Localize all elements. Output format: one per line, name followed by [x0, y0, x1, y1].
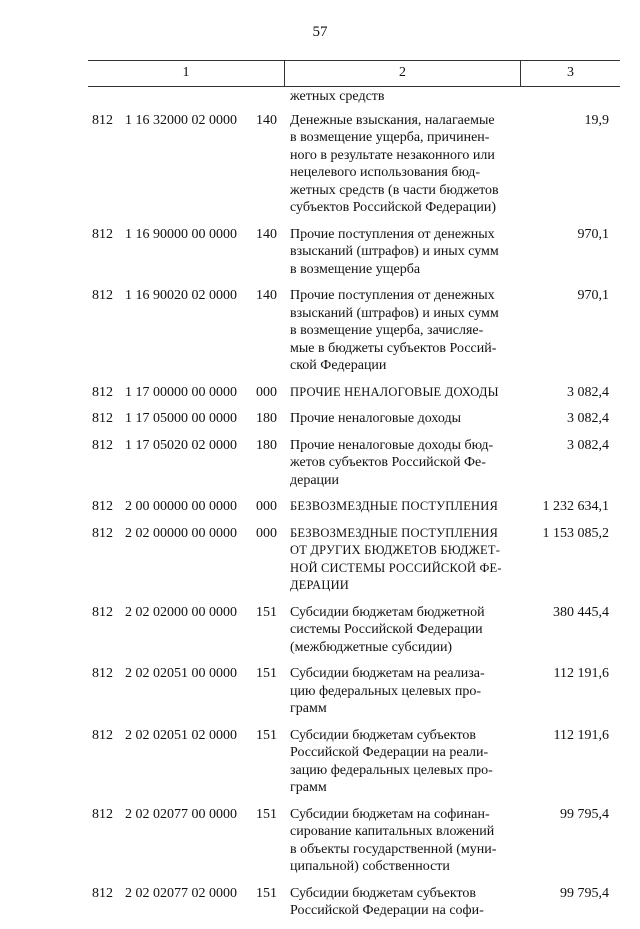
admin-code: 812 — [92, 437, 113, 453]
budget-code: 1 17 05000 00 0000 — [125, 411, 237, 426]
page-number: 57 — [312, 24, 328, 40]
kind-code: 000 — [256, 499, 277, 514]
row-description: Прочие поступления от денежных взысканий (штрафов) и иных сумм в возмещение ущерба — [290, 226, 499, 277]
row-description: Субсидии бюджетам субъектов Российской Федерации на реали- зацию федеральных целевых про- грамм — [290, 727, 493, 795]
admin-code: 812 — [92, 226, 113, 242]
table-row — [0, 410, 640, 428]
table-row — [0, 665, 640, 718]
row-amount: 112 191,6 — [553, 727, 609, 743]
kind-code: 151 — [256, 604, 277, 620]
header-col-description: 2 — [285, 61, 521, 86]
row-description: жетных средств — [290, 89, 385, 104]
row-description: Денежные взыскания, налагаемые в возмещение ущерба, причинен- ного в результате незаконного или нецелевого использования бюд- жетных средств (в части бюджетов субъектов Российской Федерации) — [290, 112, 499, 215]
budget-code: 2 02 00000 00 0000 — [125, 525, 237, 541]
row-amount: 1 153 085,2 — [542, 525, 609, 541]
admin-code: 812 — [92, 727, 113, 743]
header-col-amount: 3 — [567, 65, 574, 80]
row-amount: 99 795,4 — [560, 885, 609, 901]
admin-code: 812 — [92, 499, 113, 514]
table-row — [0, 604, 640, 657]
admin-code: 812 — [92, 885, 113, 901]
kind-code: 180 — [256, 437, 277, 453]
row-amount: 3 082,4 — [567, 384, 609, 400]
row-description: Прочие неналоговые доходы — [290, 411, 462, 426]
table-row — [0, 498, 640, 516]
table-row — [0, 727, 640, 797]
kind-code: 000 — [256, 525, 277, 541]
row-description: БЕЗВОЗМЕЗДНЫЕ ПОСТУПЛЕНИЯ — [290, 499, 499, 513]
row-description: Субсидии бюджетам на софинан- сирование капитальных вложений в объекты государственной (муни- ципальной) собственности — [290, 806, 497, 874]
admin-code: 812 — [92, 112, 113, 128]
admin-code: 812 — [92, 525, 113, 541]
row-amount: 112 191,6 — [553, 666, 609, 681]
table-row — [0, 806, 640, 876]
row-amount: 99 795,4 — [560, 806, 609, 822]
kind-code: 140 — [256, 288, 277, 303]
budget-code: 2 02 02051 00 0000 — [125, 666, 237, 681]
admin-code: 812 — [92, 411, 113, 426]
row-description: БЕЗВОЗМЕЗДНЫЕ ПОСТУПЛЕНИЯ ОТ ДРУГИХ БЮДЖЕТОВ БЮДЖЕТ- НОЙ СИСТЕМЫ РОССИЙСКОЙ ФЕ- ДЕРАЦИИ — [290, 525, 502, 592]
table-row — [0, 384, 640, 402]
row-description: Прочие неналоговые доходы бюд- жетов субъектов Российской Фе- дерации — [290, 437, 494, 488]
row-amount: 1 232 634,1 — [542, 499, 609, 514]
budget-code: 1 17 05020 02 0000 — [125, 437, 237, 453]
budget-code: 2 02 02000 00 0000 — [125, 604, 237, 620]
budget-code: 2 02 02077 02 0000 — [125, 885, 237, 901]
kind-code: 151 — [256, 885, 277, 901]
table-row — [0, 112, 640, 217]
row-amount: 970,1 — [577, 226, 609, 242]
table-row — [0, 226, 640, 279]
kind-code: 151 — [256, 727, 277, 743]
budget-code: 2 00 00000 00 0000 — [125, 499, 237, 514]
kind-code: 180 — [256, 411, 277, 426]
budget-code: 1 17 00000 00 0000 — [125, 384, 237, 400]
row-description: ПРОЧИЕ НЕНАЛОГОВЫЕ ДОХОДЫ — [290, 384, 499, 399]
kind-code: 140 — [256, 112, 277, 128]
admin-code: 812 — [92, 666, 113, 681]
budget-code: 2 02 02051 02 0000 — [125, 727, 237, 743]
table-row — [0, 287, 640, 375]
table-header — [88, 60, 620, 87]
kind-code: 151 — [256, 666, 277, 681]
row-amount: 970,1 — [577, 288, 609, 303]
row-description: Прочие поступления от денежных взысканий (штрафов) и иных сумм в возмещение ущерба, зачисляе- мые в бюджеты субъектов Россий- ской Федерации — [290, 288, 499, 373]
table-row — [0, 437, 640, 490]
row-amount: 380 445,4 — [553, 604, 609, 620]
row-description: Субсидии бюджетам субъектов Российской Федерации на софи- — [290, 885, 484, 918]
row-amount: 3 082,4 — [567, 437, 609, 453]
row-description: Субсидии бюджетам бюджетной системы Российской Федерации (межбюджетные субсидии) — [290, 604, 485, 655]
kind-code: 000 — [256, 384, 277, 400]
admin-code: 812 — [92, 604, 113, 620]
table-row — [0, 525, 640, 595]
admin-code: 812 — [92, 288, 113, 303]
kind-code: 140 — [256, 226, 277, 242]
budget-code: 1 16 32000 02 0000 — [125, 112, 237, 128]
table-row — [0, 885, 640, 920]
table-body — [0, 88, 640, 929]
budget-code: 1 16 90000 00 0000 — [125, 226, 237, 242]
kind-code: 151 — [256, 806, 277, 822]
budget-code: 2 02 02077 00 0000 — [125, 806, 237, 822]
row-amount: 19,9 — [584, 112, 609, 128]
admin-code: 812 — [92, 806, 113, 822]
admin-code: 812 — [92, 384, 113, 400]
header-col-code: 1 — [88, 61, 285, 86]
table-row — [0, 88, 640, 106]
row-description: Субсидии бюджетам на реализа- цию федеральных целевых про- грамм — [290, 666, 485, 716]
row-amount: 3 082,4 — [567, 411, 609, 426]
budget-code: 1 16 90020 02 0000 — [125, 288, 237, 303]
